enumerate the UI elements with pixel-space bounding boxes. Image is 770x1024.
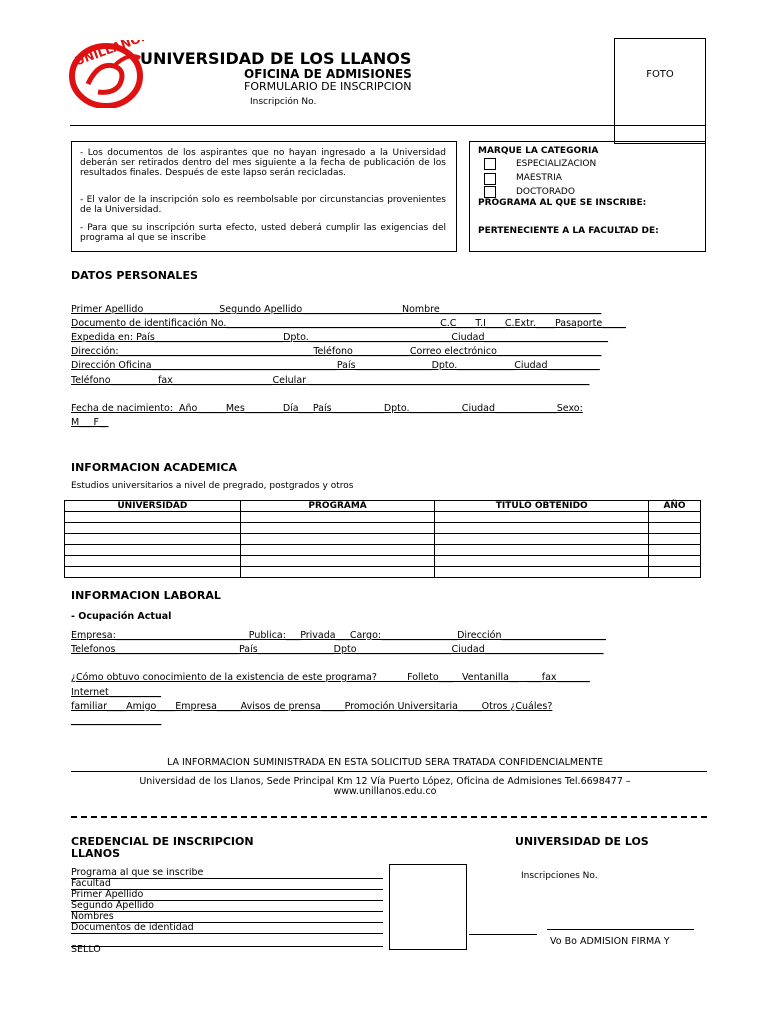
credential-photo-box[interactable] (389, 864, 467, 950)
table-cell[interactable] (435, 512, 649, 523)
cut-line (71, 816, 707, 818)
academic-subtitle: Estudios universitarios a nivel de pregrado, postgrados y otros (71, 481, 354, 491)
header-divider (70, 125, 706, 126)
table-cell[interactable] (240, 512, 435, 523)
work-line-2[interactable]: Telefonos__________________________País________________Dpto____________________Ciudad_________________________ (71, 644, 604, 655)
photo-label: FOTO (646, 69, 674, 80)
table-cell[interactable] (435, 545, 649, 556)
table-cell[interactable] (435, 567, 649, 578)
signature-line (547, 929, 694, 930)
program-label: PROGRAMA AL QUE SE INSCRIBE: (478, 198, 647, 208)
signature-line-left (469, 934, 537, 935)
table-row[interactable] (65, 556, 701, 567)
university-logo (68, 40, 144, 108)
work-title: INFORMACION LABORAL (71, 589, 221, 602)
personal-data-title: DATOS PERSONALES (71, 269, 198, 282)
photo-box[interactable] (614, 38, 706, 144)
office-title: OFICINA DE ADMISIONES (244, 67, 412, 81)
note-3: - Para que su inscripción surta efecto, usted deberá cumplir las exigencias del programa al que se inscribe (80, 223, 446, 243)
address-line-1: Universidad de los Llanos, Sede Principal Km 12 Vía Puerto López, Oficina de Admisiones Tel.6698477 – (139, 776, 631, 787)
checkbox-especializacion[interactable] (484, 158, 496, 170)
table-cell[interactable] (649, 523, 701, 534)
credential-field-program[interactable]: Programa al que se inscribe (71, 868, 383, 879)
credential-field-second-surname[interactable]: Segundo Apellido (71, 901, 383, 912)
table-row[interactable] (65, 523, 701, 534)
table-cell[interactable] (649, 534, 701, 545)
personal-line-5[interactable]: Dirección Oficina_______________________________________País________________Dpto.____________Ciudad___________ (71, 360, 600, 371)
personal-line-4[interactable]: Dirección:_________________________________________Teléfono____________Correo electrónico______________________ (71, 346, 602, 357)
notes-box (71, 141, 457, 252)
credential-title-line-2: LLANOS (71, 847, 121, 860)
university-title: UNIVERSIDAD DE LOS LLANOS (140, 49, 412, 68)
table-cell[interactable] (240, 534, 435, 545)
credential-field-blank[interactable] (71, 936, 383, 947)
academic-title: INFORMACION ACADEMICA (71, 461, 238, 474)
table-cell[interactable] (435, 556, 649, 567)
confidential-notice: LA INFORMACION SUMINISTRADA EN ESTA SOLICITUD SERA TRATADA CONFIDENCIALMENTE (166, 757, 604, 768)
source-other-line[interactable]: ___________________ (71, 715, 162, 726)
work-line-1[interactable]: Empresa:____________________________Publica:___Privada___Cargo:________________Dirección______________________ (71, 630, 606, 641)
sex-line[interactable]: M___F__ (71, 417, 109, 428)
table-cell[interactable] (65, 545, 241, 556)
footer-divider (71, 771, 707, 772)
note-2: - El valor de la inscripción solo es reembolsable por circunstancias provenientes de la Universidad. (80, 195, 446, 215)
credential-field-id[interactable]: Documentos de identidad (71, 923, 383, 934)
checkbox-doctorado[interactable] (484, 186, 496, 198)
table-cell[interactable] (649, 567, 701, 578)
table-row[interactable] (65, 545, 701, 556)
inscription-number-label: Inscripción No. (250, 97, 317, 107)
table-cell[interactable] (65, 512, 241, 523)
inscriptions-number-label: Inscripciones No. (521, 871, 598, 881)
option-maestria: MAESTRIA (516, 173, 562, 183)
faculty-label: PERTENECIENTE A LA FACULTAD DE: (478, 226, 659, 236)
table-cell[interactable] (435, 534, 649, 545)
col-titulo: TITULO OBTENIDO (435, 501, 649, 512)
signature-label: Vo Bo ADMISION FIRMA Y (550, 936, 670, 947)
category-title: MARQUE LA CATEGORIA (478, 146, 599, 156)
table-cell[interactable] (649, 556, 701, 567)
col-programa: PROGRAMA (240, 501, 435, 512)
table-cell[interactable] (65, 523, 241, 534)
col-universidad: UNIVERSIDAD (65, 501, 241, 512)
table-cell[interactable] (435, 523, 649, 534)
table-cell[interactable] (240, 545, 435, 556)
table-row[interactable] (65, 567, 701, 578)
option-especializacion: ESPECIALIZACION (516, 159, 597, 169)
table-row[interactable] (65, 512, 701, 523)
table-cell[interactable] (240, 523, 435, 534)
table-cell[interactable] (240, 567, 435, 578)
table-cell[interactable] (65, 567, 241, 578)
academic-table (64, 500, 701, 578)
credential-field-faculty[interactable]: Facultad (71, 879, 383, 890)
form-name: FORMULARIO DE INSCRIPCION (244, 80, 412, 93)
category-box (469, 141, 706, 252)
source-options-line[interactable]: familiar____Amigo____Empresa_____Avisos de prensa_____Promoción Universitaria_____Otros ¿Cuáles? (71, 701, 553, 712)
checkbox-maestria[interactable] (484, 173, 496, 185)
source-internet-line[interactable]: Internet___________ (71, 687, 161, 698)
personal-line-3[interactable]: Expedida en: País___________________________Dpto.______________________________Ciudad__________________________ (71, 332, 609, 343)
credential-field-first-surname[interactable]: Primer Apellido (71, 890, 383, 901)
address-line-2: www.unillanos.edu.co (333, 786, 437, 797)
credential-field-names[interactable]: Nombres (71, 912, 383, 923)
option-doctorado: DOCTORADO (516, 187, 575, 197)
source-question-line[interactable]: ¿Cómo obtuvo conocimiento de la existencia de este programa? Folleto___ Ventanilla__ ___fax_______ (71, 672, 590, 683)
occupation-label: - Ocupación Actual (71, 611, 172, 622)
table-row[interactable] (65, 534, 701, 545)
academic-header-row (65, 501, 701, 512)
table-cell[interactable] (65, 534, 241, 545)
credential-university: UNIVERSIDAD DE LOS (515, 835, 649, 848)
personal-line-1[interactable]: Primer Apellido________________Segundo Apellido_____________________Nombre__________________________________ (71, 304, 602, 315)
personal-line-2[interactable]: Documento de identificación No._____________________________________________C.C____T.I____C.Extr.____Pasaporte_____ (71, 318, 626, 329)
table-cell[interactable] (649, 512, 701, 523)
logo-text: UNILLANOS (72, 40, 144, 69)
table-cell[interactable] (649, 545, 701, 556)
table-cell[interactable] (65, 556, 241, 567)
personal-line-6[interactable]: Teléfono__________fax_____________________Celular ___________________________________________________________ (71, 375, 590, 386)
table-cell[interactable] (240, 556, 435, 567)
birthdate-line[interactable]: Fecha de nacimiento: Año______Mes________Día___País___________Dpto.___________Ciudad_____________Sexo: (71, 403, 583, 414)
note-1: - Los documentos de los aspirantes que no hayan ingresado a la Universidad deberán ser retirados dentro del mes siguiente a la fecha de publicación de los resultados finales. Después de este lapso serán recicladas. (80, 148, 446, 178)
col-ano: AÑO (649, 501, 701, 512)
credential-title-line-1: CREDENCIAL DE INSCRIPCION (71, 835, 254, 848)
credential-title (71, 836, 254, 860)
seal-label: SELLO (71, 944, 101, 955)
credential-fields (71, 868, 383, 947)
